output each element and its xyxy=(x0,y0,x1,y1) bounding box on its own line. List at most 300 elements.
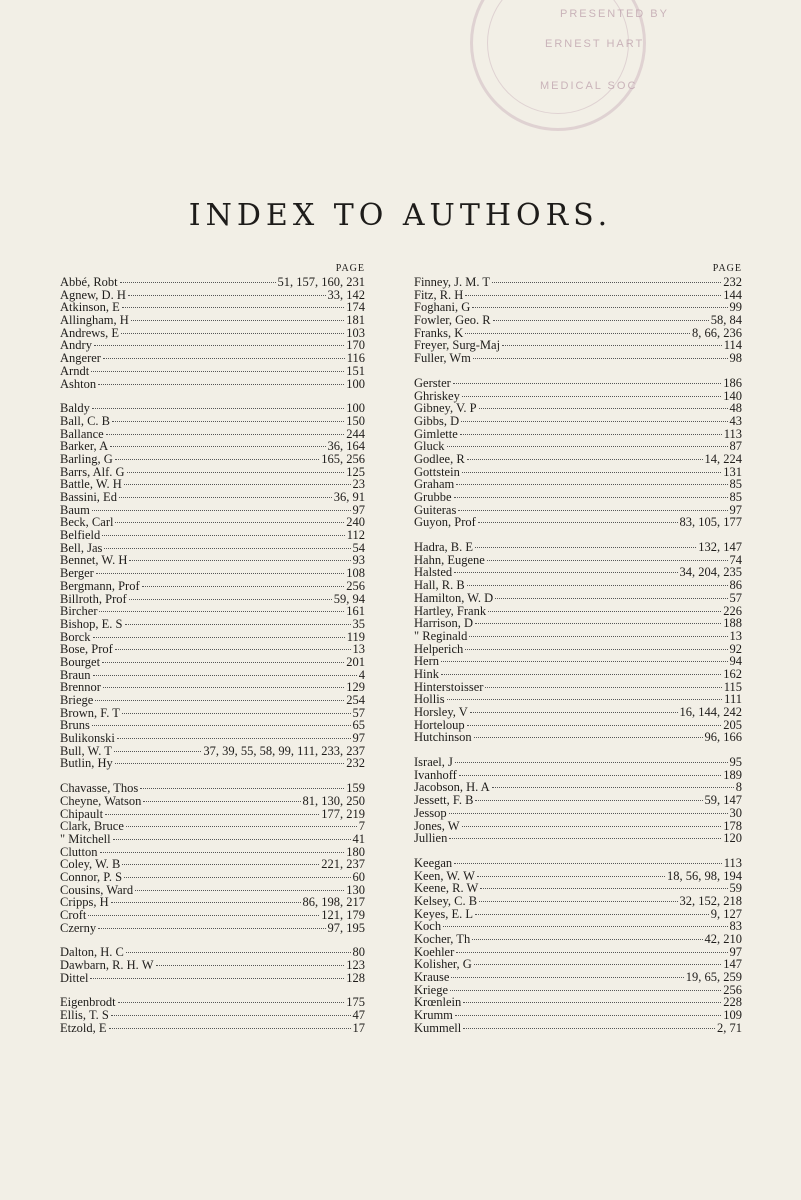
index-entry xyxy=(60,605,365,618)
dot-leader xyxy=(111,902,301,903)
page-title: INDEX TO AUTHORS. xyxy=(188,198,613,234)
page-numbers: 80 xyxy=(352,945,365,960)
dot-leader xyxy=(124,484,351,485)
index-entry xyxy=(60,795,365,808)
index-entry xyxy=(60,656,365,669)
dot-leader xyxy=(98,928,325,929)
page-numbers: 42, 210 xyxy=(704,932,742,946)
dot-leader xyxy=(115,522,344,523)
page-numbers: 74 xyxy=(729,552,742,567)
dot-leader xyxy=(143,801,300,802)
dot-leader xyxy=(103,687,344,688)
page-numbers: 201 xyxy=(346,654,365,669)
author-name: Barrs, Alf. G xyxy=(60,464,125,479)
page-numbers: 59 xyxy=(729,881,742,896)
page-numbers: 37, 39, 55, 58, 99, 111, 233, 237 xyxy=(203,743,365,758)
index-entry xyxy=(60,732,365,745)
dot-leader xyxy=(480,888,727,889)
dot-leader xyxy=(109,1028,351,1029)
dot-leader xyxy=(461,421,727,422)
page-numbers: 48 xyxy=(729,401,742,416)
author-name: Bull, W. T xyxy=(60,743,112,758)
author-name: Berger xyxy=(60,566,94,581)
index-entry xyxy=(414,314,742,327)
index-entry xyxy=(414,1022,742,1035)
author-name: Krœnlein xyxy=(414,995,462,1010)
author-name: Jacobson, H. A xyxy=(414,780,490,795)
page-numbers: 175 xyxy=(346,995,365,1010)
author-name: Kriege xyxy=(414,982,449,997)
index-entry xyxy=(60,896,365,909)
author-name: Ellis, T. S xyxy=(60,1008,109,1023)
index-entry xyxy=(60,327,365,340)
author-name: Connor, P. S xyxy=(60,869,123,884)
page-numbers: 140 xyxy=(723,388,742,403)
page-numbers: 35 xyxy=(352,616,365,631)
page-numbers: 4 xyxy=(358,667,365,682)
dot-leader xyxy=(450,990,721,991)
dot-leader xyxy=(95,700,344,701)
author-name: Clark, Bruce xyxy=(60,819,124,834)
page-numbers: 150 xyxy=(346,413,365,428)
dot-leader xyxy=(462,396,721,397)
index-entry xyxy=(414,579,742,592)
index-entry xyxy=(60,491,365,504)
page-numbers: 109 xyxy=(723,1008,742,1023)
page-numbers: 130 xyxy=(346,882,365,897)
dot-leader xyxy=(479,408,728,409)
author-name: Helperich xyxy=(414,641,464,656)
dot-leader xyxy=(447,699,723,700)
dot-leader xyxy=(156,965,345,966)
author-name: Jones, W xyxy=(414,818,460,833)
page-numbers: 17 xyxy=(352,1020,365,1035)
page-numbers: 96, 166 xyxy=(704,730,742,745)
dot-leader xyxy=(88,915,319,916)
page-numbers: 34, 204, 235 xyxy=(679,565,742,580)
dot-leader xyxy=(126,952,351,953)
author-name: Andrews, E xyxy=(60,325,120,340)
author-name: Clutton xyxy=(60,844,98,859)
author-name: Foghani, G xyxy=(414,300,471,315)
page-numbers: 112 xyxy=(346,528,365,543)
author-name: Bassini, Ed xyxy=(60,490,117,504)
author-name: Cheyne, Watson xyxy=(60,793,142,808)
page-numbers: 113 xyxy=(723,426,742,441)
page-numbers: 254 xyxy=(346,693,365,707)
page-numbers: 111 xyxy=(724,692,742,707)
author-name: Keegan xyxy=(414,855,453,870)
author-name: Bergmann, Prof xyxy=(60,578,140,593)
page-numbers: 120 xyxy=(723,831,742,846)
page-numbers: 7 xyxy=(358,819,365,834)
dot-leader xyxy=(453,383,721,384)
author-name: Borck xyxy=(60,629,91,644)
group-spacer xyxy=(414,744,742,756)
page-numbers: 16, 144, 242 xyxy=(679,705,742,719)
dot-leader xyxy=(121,333,344,334)
author-name: Grubbe xyxy=(414,490,452,504)
dot-leader xyxy=(462,472,721,473)
page-numbers: 32, 152, 218 xyxy=(679,893,742,908)
dot-leader xyxy=(140,788,344,789)
author-name: Guyon, Prof xyxy=(414,515,476,530)
page-numbers: 125 xyxy=(346,464,365,479)
dot-leader xyxy=(102,662,344,663)
author-name: Freyer, Surg-Maj xyxy=(414,338,501,353)
author-name: Hink xyxy=(414,666,439,681)
index-entry xyxy=(414,655,742,668)
author-name: Andry xyxy=(60,338,92,353)
page-numbers: 170 xyxy=(346,338,365,353)
author-name: Kummell xyxy=(414,1020,462,1035)
dot-leader xyxy=(135,890,344,891)
dot-leader xyxy=(473,358,728,359)
page-numbers: 121, 179 xyxy=(321,908,365,922)
author-name: Czerny xyxy=(60,920,97,935)
index-entry xyxy=(60,871,365,884)
index-entry xyxy=(414,617,742,630)
index-entry xyxy=(414,832,742,845)
page-numbers: 97 xyxy=(352,502,365,517)
author-name: Bircher xyxy=(60,604,98,619)
author-list-left xyxy=(60,276,365,1035)
index-entry xyxy=(60,922,365,935)
author-name: Jullien xyxy=(414,831,448,846)
author-name: Dittel xyxy=(60,970,89,985)
index-entry xyxy=(414,706,742,719)
author-name: Beck, Carl xyxy=(60,515,114,530)
group-spacer xyxy=(414,365,742,377)
dot-leader xyxy=(100,852,345,853)
page-numbers: 86 xyxy=(729,578,742,593)
stamp-text-2: ERNEST HART xyxy=(545,38,645,50)
author-name: Baldy xyxy=(60,401,90,416)
dot-leader xyxy=(93,675,357,676)
index-entry xyxy=(414,996,742,1009)
author-name: Graham xyxy=(414,477,455,492)
dot-leader xyxy=(463,1002,721,1003)
dot-leader xyxy=(106,434,345,435)
page-numbers: 83 xyxy=(729,919,742,934)
page-numbers: 205 xyxy=(723,717,742,732)
dot-leader xyxy=(127,472,345,473)
author-name: Braun xyxy=(60,667,91,682)
dot-leader xyxy=(475,547,696,548)
index-entry xyxy=(60,339,365,352)
page-numbers: 85 xyxy=(729,477,742,492)
dot-leader xyxy=(122,307,345,308)
page-numbers: 188 xyxy=(723,616,742,631)
author-name: Gimlette xyxy=(414,426,458,441)
page-numbers: 119 xyxy=(346,629,365,644)
page-numbers: 123 xyxy=(346,958,365,973)
page-numbers: 177, 219 xyxy=(321,806,365,821)
author-name: Krause xyxy=(414,970,450,985)
page-numbers: 178 xyxy=(723,818,742,833)
dot-leader xyxy=(122,713,351,714)
author-name: Ball, C. B xyxy=(60,413,111,428)
dot-leader xyxy=(454,572,677,573)
page-column-label: PAGE xyxy=(335,263,365,274)
author-name: Arndt xyxy=(60,363,90,378)
index-entry xyxy=(414,933,742,946)
group-spacer xyxy=(60,390,365,402)
author-name: Battle, W. H xyxy=(60,477,122,492)
dot-leader xyxy=(472,939,702,940)
page-numbers: 81, 130, 250 xyxy=(302,793,365,808)
index-entry xyxy=(414,681,742,694)
dot-leader xyxy=(467,459,703,460)
author-name: Ivanhoff xyxy=(414,767,457,782)
index-entry xyxy=(414,516,742,529)
dot-leader xyxy=(126,826,357,827)
dot-leader xyxy=(474,964,721,965)
index-entry xyxy=(60,669,365,682)
dot-leader xyxy=(110,446,325,447)
page-numbers: 2, 71 xyxy=(717,1020,742,1035)
author-name: Cousins, Ward xyxy=(60,882,134,897)
dot-leader xyxy=(105,814,319,815)
author-name: " Reginald xyxy=(414,628,468,643)
index-entry xyxy=(414,352,742,365)
dot-leader xyxy=(114,751,202,752)
author-name: Butlin, Hy xyxy=(60,756,113,771)
index-entry xyxy=(414,643,742,656)
dot-leader xyxy=(117,738,351,739)
dot-leader xyxy=(456,484,727,485)
index-entry xyxy=(414,857,742,870)
page-numbers: 132, 147 xyxy=(698,540,742,555)
author-name: Jessop xyxy=(414,805,447,820)
dot-leader xyxy=(467,585,728,586)
page-numbers: 129 xyxy=(346,680,365,695)
dot-leader xyxy=(441,661,728,662)
index-entry xyxy=(60,959,365,972)
page-numbers: 181 xyxy=(346,313,365,328)
page-numbers: 100 xyxy=(346,401,365,416)
index-entry xyxy=(60,681,365,694)
dot-leader xyxy=(119,497,332,498)
index-entry xyxy=(414,630,742,643)
author-name: Hutchinson xyxy=(414,730,472,745)
page-numbers: 131 xyxy=(723,464,742,479)
dot-leader xyxy=(93,637,345,638)
dot-leader xyxy=(94,345,344,346)
author-name: Keen, W. W xyxy=(414,868,475,883)
index-entry xyxy=(60,580,365,593)
dot-leader xyxy=(125,624,351,625)
author-name: Bell, Jas xyxy=(60,540,103,555)
author-name: Koch xyxy=(414,919,442,934)
page-numbers: 128 xyxy=(346,970,365,985)
author-name: Horteloup xyxy=(414,717,465,732)
author-name: Briege xyxy=(60,693,94,707)
dot-leader xyxy=(463,1028,715,1029)
page-numbers: 174 xyxy=(346,300,365,315)
author-name: Israel, J xyxy=(414,755,453,770)
page-numbers: 232 xyxy=(723,275,742,289)
author-name: Franks, K xyxy=(414,325,464,340)
page-numbers: 103 xyxy=(346,325,365,340)
index-entry xyxy=(60,453,365,466)
author-name: Harrison, D xyxy=(414,616,474,631)
page-numbers: 58, 84 xyxy=(710,313,742,328)
index-entry xyxy=(60,378,365,391)
dot-leader xyxy=(454,497,728,498)
dot-leader xyxy=(469,636,727,637)
author-name: Kolisher, G xyxy=(414,957,472,972)
author-name: Hinterstoisser xyxy=(414,679,484,694)
dot-leader xyxy=(475,800,702,801)
index-entry xyxy=(414,428,742,441)
page-numbers: 165, 256 xyxy=(321,451,365,466)
dot-leader xyxy=(492,282,721,283)
page-numbers: 65 xyxy=(352,718,365,733)
index-entry xyxy=(60,707,365,720)
author-name: Billroth, Prof xyxy=(60,591,127,606)
author-name: Eigenbrodt xyxy=(60,995,116,1010)
page-numbers: 57 xyxy=(729,590,742,605)
dot-leader xyxy=(92,510,351,511)
page-numbers: 147 xyxy=(723,957,742,972)
dot-leader xyxy=(472,307,727,308)
dot-leader xyxy=(441,674,721,675)
page-numbers: 13 xyxy=(729,628,742,643)
author-name: Koehler xyxy=(414,944,455,959)
author-name: Chavasse, Thos xyxy=(60,781,139,796)
index-entry xyxy=(60,529,365,542)
author-name: Fowler, Geo. R xyxy=(414,313,491,328)
page-numbers: 186 xyxy=(723,375,742,390)
index-entry xyxy=(60,567,365,580)
page-numbers: 180 xyxy=(346,844,365,859)
page-numbers: 94 xyxy=(729,654,742,669)
dot-leader xyxy=(124,877,350,878)
page-numbers: 97 xyxy=(352,731,365,746)
page-numbers: 226 xyxy=(723,603,742,618)
author-name: Gottstein xyxy=(414,464,460,479)
page-numbers: 36, 164 xyxy=(327,439,365,454)
page-numbers: 115 xyxy=(723,679,742,694)
index-entry xyxy=(414,402,742,415)
author-name: Hollis xyxy=(414,692,445,707)
dot-leader xyxy=(459,775,721,776)
dot-leader xyxy=(449,838,721,839)
dot-leader xyxy=(465,649,727,650)
dot-leader xyxy=(99,611,344,612)
dot-leader xyxy=(456,952,727,953)
author-name: Godlee, R xyxy=(414,451,465,466)
author-name: Allingham, H xyxy=(60,313,129,328)
index-entry xyxy=(414,668,742,681)
page-numbers: 93 xyxy=(352,553,365,568)
page-numbers: 144 xyxy=(723,287,742,302)
page-numbers: 92 xyxy=(729,641,742,656)
dot-leader xyxy=(487,560,728,561)
dot-leader xyxy=(460,434,722,435)
page-numbers: 256 xyxy=(723,982,742,997)
index-entry xyxy=(60,554,365,567)
author-name: Brennor xyxy=(60,680,101,695)
author-name: Fuller, Wm xyxy=(414,351,471,366)
index-entry xyxy=(60,972,365,985)
page-numbers: 41 xyxy=(352,831,365,846)
author-name: Finney, J. M. T xyxy=(414,275,491,289)
index-entry xyxy=(414,971,742,984)
dot-leader xyxy=(485,687,721,688)
page-numbers: 116 xyxy=(346,351,365,366)
index-entry xyxy=(414,756,742,769)
author-name: Gibbs, D xyxy=(414,413,460,428)
dot-leader xyxy=(470,712,678,713)
author-name: Angerer xyxy=(60,351,101,366)
dot-leader xyxy=(455,762,728,763)
stamp-text-1: PRESENTED BY xyxy=(560,8,669,20)
author-name: Dawbarn, R. H. W xyxy=(60,958,154,973)
author-name: Bulikonski xyxy=(60,731,115,746)
author-name: Guiteras xyxy=(414,502,457,517)
index-entry xyxy=(60,820,365,833)
right-column xyxy=(414,262,742,1035)
dot-leader xyxy=(129,599,332,600)
dot-leader xyxy=(478,522,678,523)
index-entry xyxy=(60,365,365,378)
dot-leader xyxy=(112,421,344,422)
page-numbers: 8 xyxy=(735,780,742,795)
index-entry xyxy=(60,833,365,846)
author-name: Gerster xyxy=(414,375,451,390)
page-numbers: 87 xyxy=(729,439,742,454)
author-name: Belfield xyxy=(60,528,101,543)
index-entry xyxy=(414,491,742,504)
dot-leader xyxy=(90,978,344,979)
dot-leader xyxy=(92,725,351,726)
author-name: Dalton, H. C xyxy=(60,945,124,960)
author-name: Coley, W. B xyxy=(60,857,121,872)
page-numbers: 161 xyxy=(346,604,365,619)
page-numbers: 9, 127 xyxy=(710,906,742,921)
author-name: Cripps, H xyxy=(60,895,109,910)
dot-leader xyxy=(488,611,721,612)
author-name: Halsted xyxy=(414,565,453,580)
dot-leader xyxy=(142,586,345,587)
author-name: Agnew, D. H xyxy=(60,287,126,302)
author-name: Barker, A xyxy=(60,439,109,454)
dot-leader xyxy=(113,839,351,840)
page-numbers: 13 xyxy=(352,642,365,657)
author-name: Atkinson, E xyxy=(60,300,120,315)
index-entry xyxy=(60,352,365,365)
page-numbers: 43 xyxy=(729,413,742,428)
index-entry xyxy=(414,820,742,833)
author-name: Etzold, E xyxy=(60,1020,107,1035)
author-name: Hern xyxy=(414,654,439,669)
page-numbers: 97 xyxy=(729,502,742,517)
page-numbers: 113 xyxy=(723,855,742,870)
index-entry xyxy=(414,1009,742,1022)
index-entry xyxy=(60,1009,365,1022)
dot-leader xyxy=(115,459,319,460)
author-name: Hall, R. B xyxy=(414,578,465,593)
page-numbers: 95 xyxy=(729,755,742,770)
page-numbers: 159 xyxy=(346,781,365,796)
author-name: Fitz, R. H xyxy=(414,287,464,302)
author-name: Ghriskey xyxy=(414,388,460,403)
author-name: Ashton xyxy=(60,376,97,391)
author-name: Keyes, E. L xyxy=(414,906,474,921)
author-name: Croft xyxy=(60,908,87,922)
